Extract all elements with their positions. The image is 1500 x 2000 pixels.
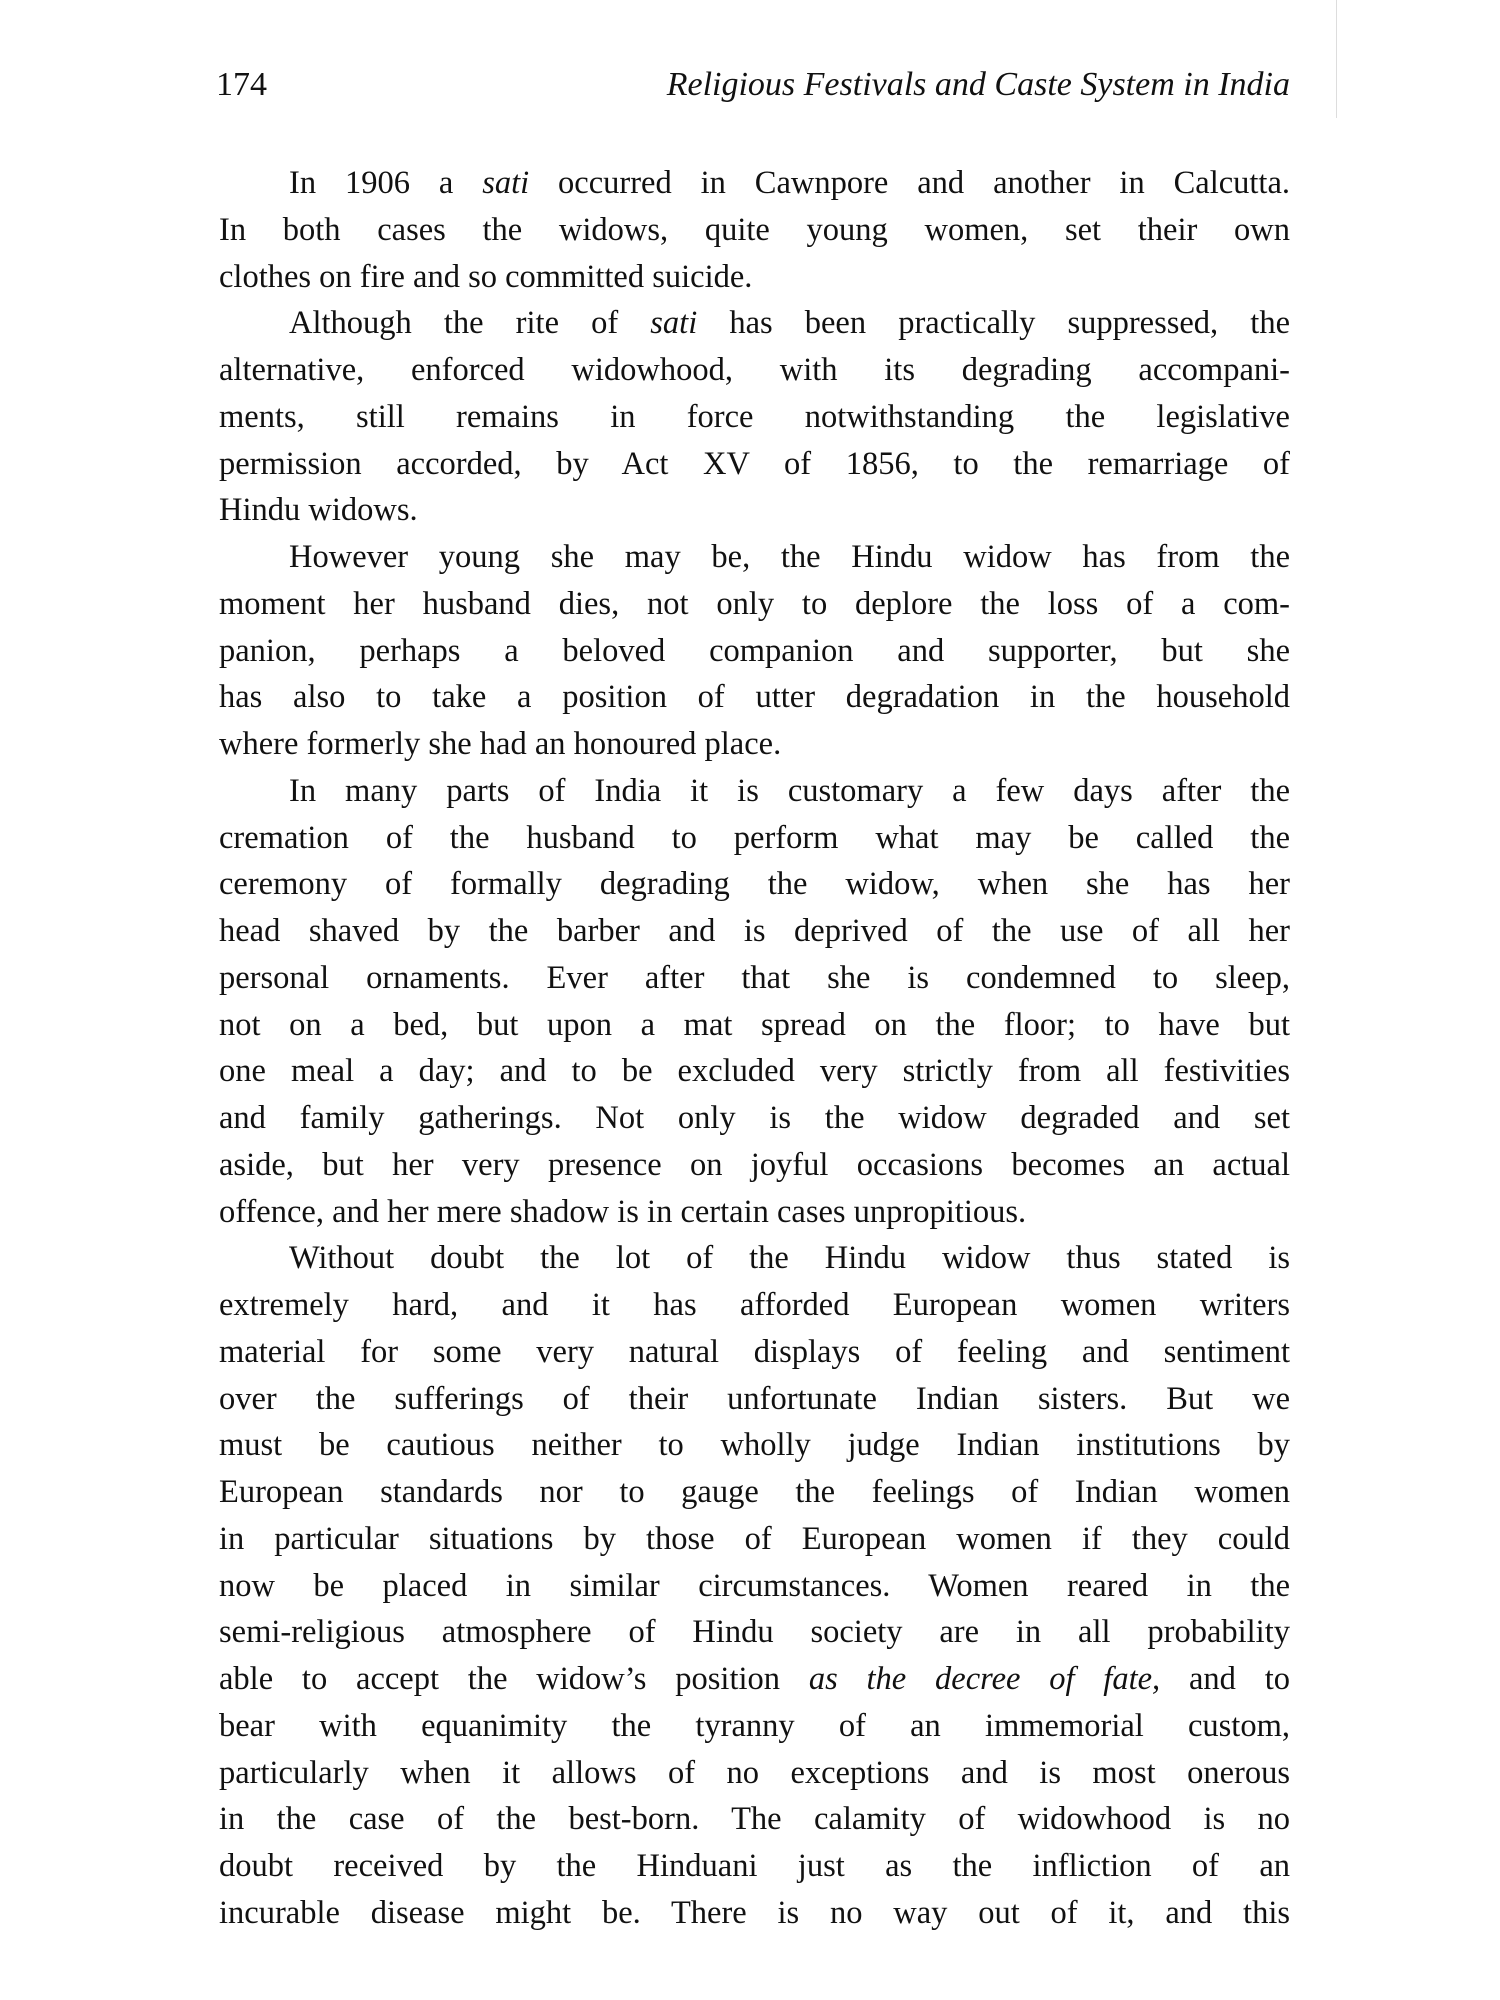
text-line — [219, 300, 1290, 347]
text-line — [219, 721, 1290, 768]
text-line — [219, 1235, 1290, 1282]
text-segment: over the sufferings of their unfortunate Indian sisters. But we — [219, 1380, 1290, 1417]
italic-text: sati — [482, 165, 530, 201]
text-segment: alternative, enforced widowhood, with its degrading accompani- — [219, 352, 1290, 388]
text-line — [219, 1469, 1290, 1516]
text-line — [219, 1002, 1290, 1049]
text-line — [219, 254, 1290, 301]
text-line — [219, 908, 1290, 955]
text-segment: Without doubt the lot of the Hindu widow thus stated is — [289, 1240, 1290, 1277]
text-line — [219, 1095, 1290, 1142]
paragraph — [219, 300, 1290, 534]
text-segment: must be cautious neither to wholly judge Indian institutions by — [219, 1427, 1290, 1464]
text-line — [219, 1703, 1290, 1750]
text-line — [219, 628, 1290, 675]
text-segment: bear with equanimity the tyranny of an immemorial custom, — [219, 1707, 1290, 1744]
text-segment: However young she may be, the Hindu widow has from the — [289, 539, 1290, 575]
text-line — [219, 1563, 1290, 1610]
text-line — [219, 160, 1290, 207]
text-segment: doubt received by the Hinduani just as the infliction of an — [219, 1848, 1290, 1884]
text-line — [219, 955, 1290, 1002]
text-line — [219, 1376, 1290, 1423]
text-line — [219, 1189, 1290, 1236]
paragraph — [219, 768, 1290, 1236]
text-segment: ments, still remains in force notwithstanding the legislative — [219, 398, 1290, 435]
text-line — [219, 1048, 1290, 1095]
page-edge-line — [1336, 0, 1337, 118]
text-segment: in the case of the best-born. The calamity of widowhood is no — [219, 1801, 1290, 1838]
text-line — [219, 441, 1290, 488]
text-line — [219, 581, 1290, 628]
text-line — [219, 1843, 1290, 1890]
text-segment: permission accorded, by Act XV of 1856, to the remarriage of — [219, 445, 1290, 482]
text-line — [219, 674, 1290, 721]
text-segment: In both cases the widows, quite young women, set their own — [219, 211, 1290, 248]
text-segment: and family gatherings. Not only is the widow degraded and set — [219, 1100, 1290, 1136]
text-segment: where formerly she had an honoured place. — [219, 726, 782, 762]
text-segment: has also to take a position of utter degradation in the household — [219, 679, 1290, 716]
text-line — [219, 1282, 1290, 1329]
text-segment: has been practically suppressed, the — [697, 305, 1290, 342]
text-segment: head shaved by the barber and is deprived of the use of all her — [219, 913, 1290, 949]
text-line — [219, 1609, 1290, 1656]
text-segment: ceremony of formally degrading the widow, when she has her — [219, 866, 1290, 903]
text-segment: material for some very natural displays of feeling and sentiment — [219, 1333, 1290, 1370]
text-segment: clothes on fire and so committed suicide. — [219, 258, 753, 295]
text-segment: personal ornaments. Ever after that she is condemned to sleep, — [219, 959, 1290, 996]
text-line — [219, 861, 1290, 908]
running-header — [216, 66, 1290, 110]
text-line — [219, 1890, 1290, 1937]
text-line — [219, 1656, 1290, 1703]
text-segment: offence, and her mere shadow is in certain cases unpropitious. — [219, 1193, 1027, 1230]
text-segment: panion, perhaps a beloved companion and supporter, but she — [219, 632, 1290, 669]
text-segment: incurable disease might be. There is no way out of it, and this — [219, 1894, 1290, 1931]
text-line — [219, 1750, 1290, 1797]
text-line — [219, 1329, 1290, 1376]
text-segment: European standards nor to gauge the feelings of Indian women — [219, 1474, 1290, 1510]
body-text — [219, 160, 1290, 1937]
text-line — [219, 534, 1290, 581]
text-segment: one meal a day; and to be excluded very strictly from all festivities — [219, 1053, 1290, 1090]
text-segment: aside, but her very presence on joyful occasions becomes an actual — [219, 1146, 1290, 1183]
text-segment: extremely hard, and it has afforded European women writers — [219, 1287, 1290, 1323]
text-segment: semi-religious atmosphere of Hindu society are in all probability — [219, 1614, 1290, 1651]
paragraph — [219, 534, 1290, 768]
paragraph — [219, 1235, 1290, 1936]
text-line — [219, 1422, 1290, 1469]
italic-text: sati — [650, 305, 698, 342]
text-segment: able to accept the widow’s position — [219, 1661, 809, 1697]
text-segment: and to — [1160, 1661, 1290, 1697]
text-line — [219, 394, 1290, 441]
text-segment: in particular situations by those of European women if they could — [219, 1520, 1290, 1557]
text-line — [219, 1142, 1290, 1189]
text-segment: cremation of the husband to perform what may be called the — [219, 819, 1290, 856]
text-segment: Although the rite of — [289, 305, 651, 342]
text-line — [219, 1516, 1290, 1563]
text-segment: now be placed in similar circumstances. Women reared in the — [219, 1567, 1290, 1604]
text-segment: occurred in Cawnpore and another in Calcutta. — [529, 165, 1291, 201]
text-line — [219, 347, 1290, 394]
page-number: 174 — [216, 66, 267, 103]
text-segment: In many parts of India it is customary a few days after the — [289, 772, 1290, 809]
italic-text: as the decree of fate, — [808, 1661, 1161, 1697]
text-segment: In 1906 a — [289, 165, 483, 201]
text-line — [219, 207, 1290, 254]
running-title: Religious Festivals and Caste System in India — [666, 66, 1290, 103]
text-line — [219, 815, 1290, 862]
text-line — [219, 487, 1290, 534]
text-segment: Hindu widows. — [219, 492, 418, 529]
text-segment: not on a bed, but upon a mat spread on the floor; to have but — [219, 1006, 1290, 1043]
text-line — [219, 1796, 1290, 1843]
paragraph — [219, 160, 1290, 300]
text-segment: particularly when it allows of no exceptions and is most onerous — [219, 1754, 1290, 1791]
text-segment: moment her husband dies, not only to deplore the loss of a com- — [219, 585, 1290, 622]
text-line — [219, 768, 1290, 815]
